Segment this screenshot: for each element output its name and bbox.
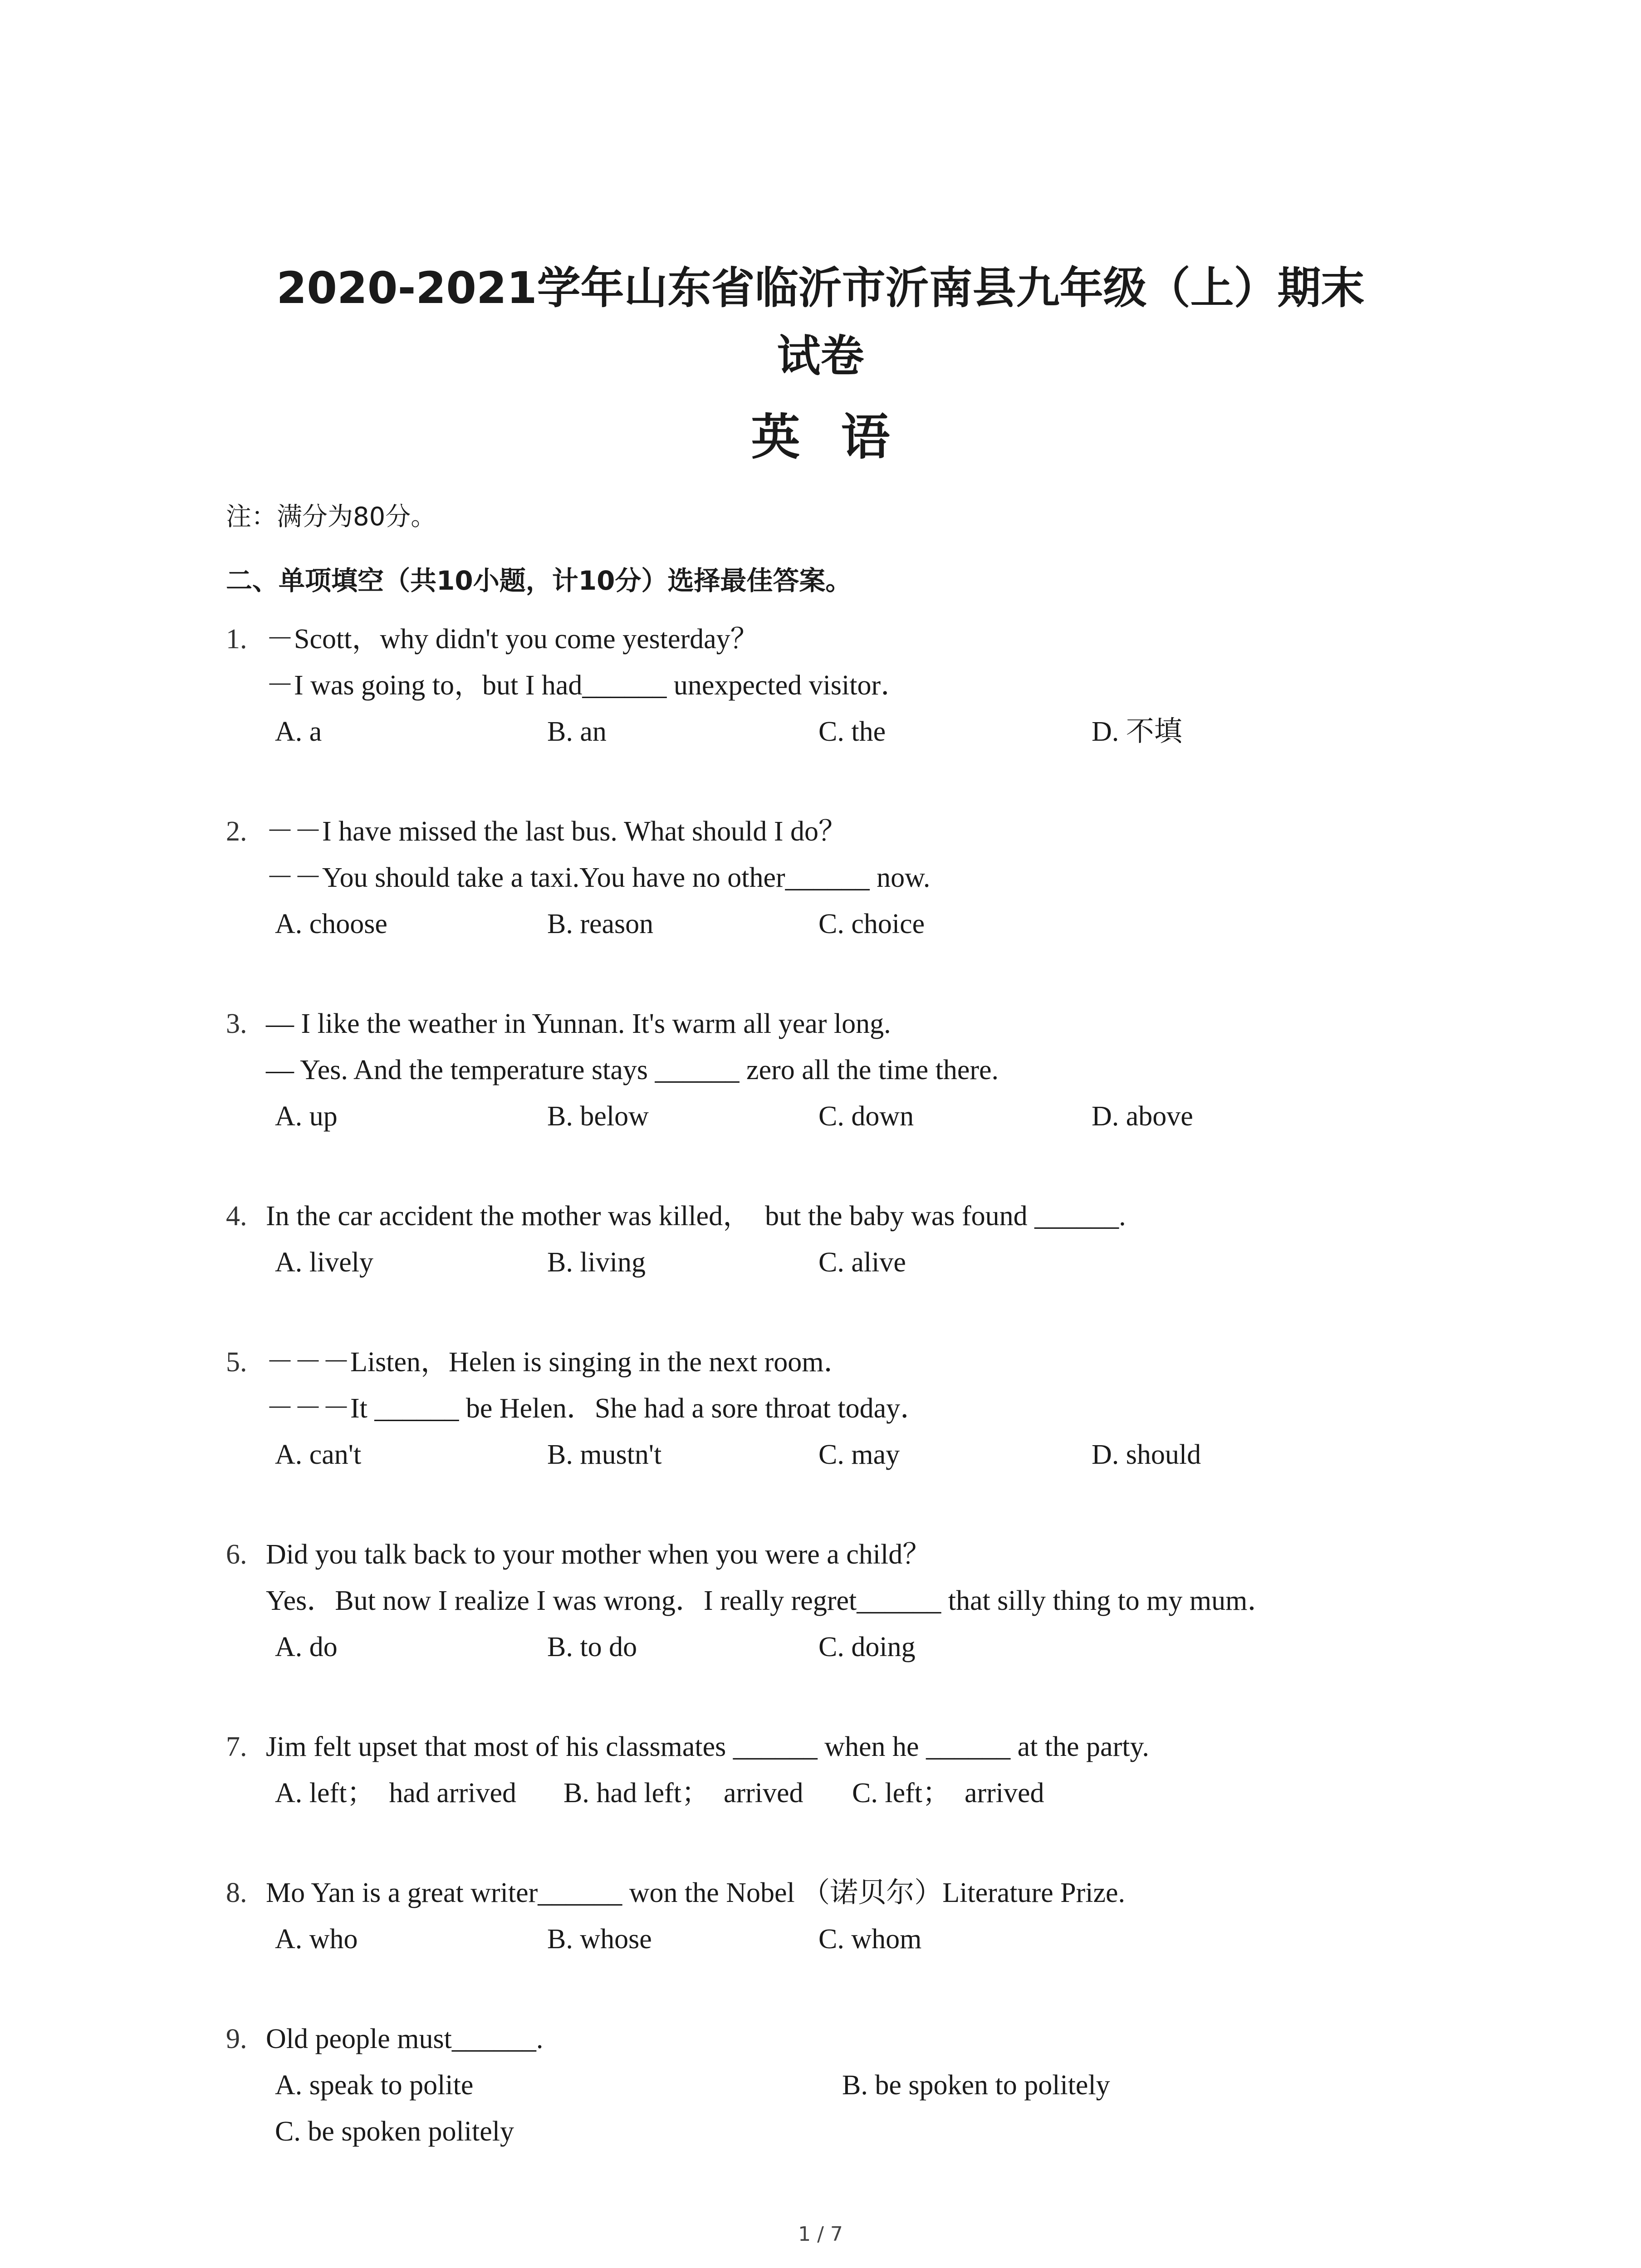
question-text: －－－Listen，Helen is singing in the next room． [266,1347,852,1378]
answer-options [226,2062,1451,2108]
question-number: 1. [226,624,247,655]
answer-options [226,1432,1451,1478]
question-8 [226,1870,1451,1962]
answer-option[interactable]: A. who [275,1924,358,1955]
answer-option[interactable]: B. mustn't [547,1439,662,1470]
question-9 [226,2016,1451,2155]
question-stem-line [226,1339,1451,1385]
question-number: 3. [226,1008,247,1039]
question-number: 6. [226,1539,247,1570]
answer-option[interactable]: C. down [818,1101,914,1132]
answer-option[interactable]: C. alive [818,1247,906,1278]
question-text: －－－It ______ be Helen．She had a sore throat today． [266,1393,929,1424]
question-stem-line [226,1047,1451,1093]
question-text: －－I have missed the last bus. What should I do？ [266,816,847,847]
answer-option[interactable]: C. may [818,1439,900,1470]
answer-option[interactable]: B. an [547,716,607,747]
question-stem-line [226,1193,1451,1239]
answer-option[interactable]: C. the [818,716,886,747]
question-4 [226,1193,1451,1286]
answer-option[interactable]: A. lively [275,1247,373,1278]
question-3 [226,1001,1451,1139]
question-7 [226,1724,1451,1816]
question-2 [226,808,1451,947]
answer-option[interactable]: B. whose [547,1924,652,1955]
question-stem-line [226,1578,1451,1624]
question-text: — I like the weather in Yunnan. It's warm all year long. [266,1008,891,1039]
question-number: 9. [226,2024,247,2054]
answer-option[interactable]: D. above [1092,1101,1193,1132]
question-text: －I was going to，but I had______ unexpected visitor． [266,670,909,701]
question-number: 8. [226,1877,247,1908]
answer-option[interactable]: B. reason [547,909,654,939]
answer-options [226,1916,1451,1962]
answer-options [226,901,1451,947]
answer-option[interactable]: A. can't [275,1439,362,1470]
question-text: Jim felt upset that most of his classmates ______ when he ______ at the party. [266,1731,1149,1762]
question-stem-line [226,1385,1451,1432]
question-stem-line [226,662,1451,709]
question-number: 4. [226,1201,247,1232]
question-stem-line [226,616,1451,662]
answer-option[interactable]: B. living [547,1247,646,1278]
question-6 [226,1531,1451,1670]
question-text: — Yes. And the temperature stays ______ zero all the time there. [266,1055,999,1085]
answer-options [226,1093,1451,1139]
answer-option[interactable]: C. choice [818,909,925,939]
question-stem-line [226,1001,1451,1047]
answer-option[interactable]: D. 不填 [1092,716,1182,747]
question-stem-line [226,855,1451,901]
question-number: 2. [226,816,247,847]
question-number: 5. [226,1347,247,1378]
answer-options [226,709,1451,755]
question-number: 7. [226,1731,247,1762]
question-text: －－You should take a taxi.You have no other______ now. [266,862,931,893]
answer-option[interactable]: B. to do [547,1632,637,1662]
answer-option[interactable]: A. speak to polite [275,2070,474,2101]
question-text: Yes．But now I realize I was wrong．I really regret______ that silly thing to my mum． [266,1585,1276,1616]
subject-heading: 英语 [751,409,931,466]
page-number: 1 / 7 [798,2223,843,2246]
answer-option[interactable]: B. be spoken to politely [842,2070,1110,2101]
question-text: －Scott，why didn't you come yesterday？ [266,624,759,655]
answer-option[interactable]: C. be spoken politely [275,2116,514,2147]
answer-option[interactable]: C. doing [818,1632,916,1662]
answer-options [226,1239,1451,1286]
answer-option[interactable]: A. a [275,716,322,747]
score-note: 注：满分为80分。 [226,502,436,532]
answer-option[interactable]: C. whom [818,1924,922,1955]
answer-option[interactable]: A. do [275,1632,338,1662]
answer-option[interactable]: A. up [275,1101,338,1132]
question-text: Mo Yan is a great writer______ won the Nobel （诺贝尔）Literature Prize. [266,1877,1126,1908]
answer-option[interactable]: D. should [1092,1439,1201,1470]
answer-option[interactable]: B. had left； arrived [563,1778,803,1809]
question-stem-line [226,1531,1451,1578]
exam-title-line1: 2020-2021学年山东省临沂市沂南县九年级（上）期末 [276,263,1365,313]
question-stem-line [226,1870,1451,1916]
question-stem-line [226,1724,1451,1770]
section-title: 二、单项填空（共10小题，计10分）选择最佳答案。 [226,565,852,596]
question-text: In the car accident the mother was killed， but the baby was found ______. [266,1201,1126,1232]
answer-options [226,1770,1451,1816]
answer-option[interactable]: B. below [547,1101,649,1132]
answer-options [226,1624,1451,1670]
question-5 [226,1339,1451,1478]
question-text: Old people must______. [266,2024,544,2054]
question-list [226,616,1451,2208]
question-stem-line [226,808,1451,855]
question-1 [226,616,1451,755]
exam-title-line2: 试卷 [777,331,864,381]
question-text: Did you talk back to your mother when you were a child？ [266,1539,931,1570]
answer-option[interactable]: A. left； had arrived [275,1778,516,1809]
answer-options [226,2108,1451,2155]
question-stem-line [226,2016,1451,2062]
exam-title [172,254,1469,390]
answer-option[interactable]: A. choose [275,909,387,939]
answer-option[interactable]: C. left； arrived [852,1778,1044,1809]
